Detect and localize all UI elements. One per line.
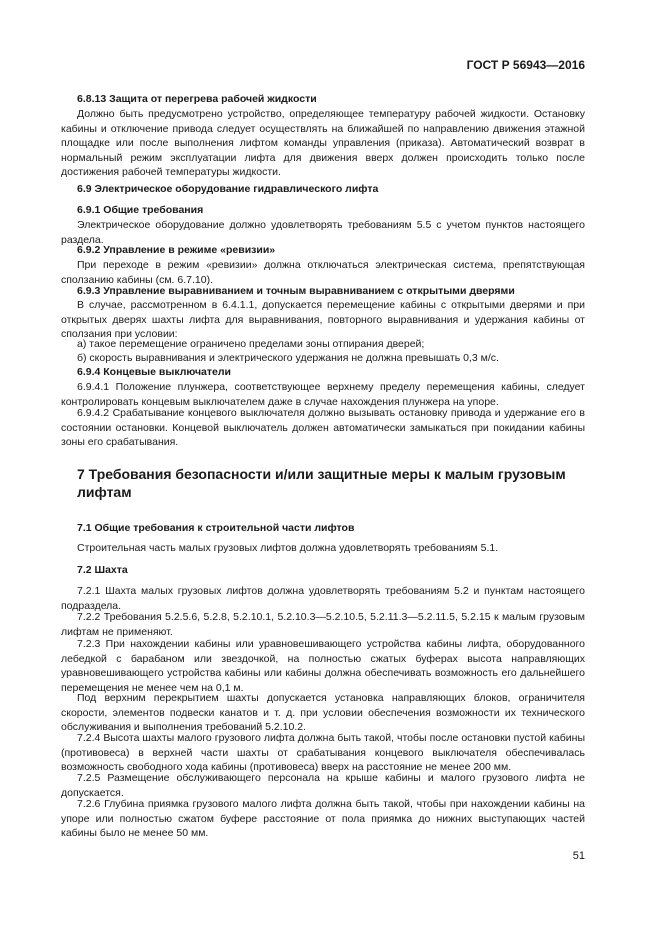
paragraph: Должно быть предусмотрено устройство, определяющее температуру рабочей жидкости. Остановку кабины и отключение привода следует осуществлять на ближайшей по направлению движения этажной площадке или после выполнения лифтом команды управления (приказа). Автоматический возврат в нормальный режим эксплуатации лифта для движения вверх должен происходить только после достижения рабочей температуры жидкости. [61,108,585,179]
paragraph: 7.2.1 Шахта малых грузовых лифтов должна удовлетворять требованиям 5.2 и пунктам настоящего подраздела. [61,585,585,612]
subsection-heading: 6.9.2 Управление в режиме «ревизии» [77,244,276,256]
paragraph: 7.2.4 Высота шахты малого грузового лифта должна быть такой, чтобы после остановки пустой кабины (противовеса) в верхней части шахты от срабатывания концевого выключателя обеспечивалась возможность свободного хода кабины (противовеса) вверх на расстояние не менее 200 мм. [61,732,585,774]
paragraph: В случае, рассмотренном в 6.4.1.1, допускается перемещение кабины с открытыми дверями и при открытых дверях шахты лифта для выравнивания, повторного выравнивания и удержания кабины от сползания при условии: [61,299,585,341]
paragraph: 7.2.3 При нахождении кабины или уравновешивающего устройства кабины лифта, оборудованного лебедкой с барабаном или звездочкой, на полностью сжатых буферах высота направляющих уравновешивающего устройства кабины или кабины должна обеспечивать возможность его дальнейшего перемещения не менее чем на 0,1 м. [61,638,585,694]
subsection-heading: 7.2 Шахта [77,564,128,576]
paragraph: Строительная часть малых грузовых лифтов должна удовлетворять требованиям 5.1. [77,542,499,554]
section-heading: 7 Требования безопасности и/или защитные меры к малым грузовым лифтам [77,466,566,500]
subsection-heading: 7.1 Общие требования к строительной части лифтов [77,522,355,534]
paragraph: 7.2.6 Глубина приямка грузового малого лифта должна быть такой, чтобы при нахождении кабины на упоре или полностью сжатом буфере расстояние от пола приямка до нижних выступающих частей кабины было не менее 50 мм. [61,798,585,840]
paragraph: 6.9.4.1 Положение плунжера, соответствующее верхнему пределу перемещения кабины, следует контролировать концевым выключателем даже в случае нахождения плунжера на упоре. [61,381,585,408]
paragraph: б) скорость выравнивания и электрического удержания не должна превышать 0,3 м/с. [77,352,499,364]
subsection-heading: 6.9 Электрическое оборудование гидравлического лифта [77,183,379,195]
paragraph: Под верхним перекрытием шахты допускается установка направляющих блоков, ограничителя скорости, элементов подвески канатов и т. д. при условии обеспечения возможности их технического обслуживания и выполнения требований 5.2.10.2. [61,692,585,734]
paragraph: 7.2.2 Требования 5.2.5.6, 5.2.8, 5.2.10.1, 5.2.10.3—5.2.10.5, 5.2.11.3—5.2.11.5, 5.2.15 к малым грузовым лифтам не применяют. [61,611,585,638]
subsection-heading: 6.9.3 Управление выравниванием и точным выравниванием с открытыми дверями [77,285,515,297]
page-number: 51 [572,850,585,862]
paragraph: Электрическое оборудование должно удовлетворять требованиям 5.5 с учетом пунктов настоящего раздела. [61,219,585,246]
document-header: ГОСТ Р 56943—2016 [466,58,585,72]
paragraph: При переходе в режим «ревизии» должна отключаться электрическая система, препятствующая сползанию кабины (см. 6.7.10). [61,259,585,286]
subsection-heading: 6.9.1 Общие требования [77,204,204,216]
subsection-heading: 6.9.4 Концевые выключатели [77,366,231,378]
subsection-heading: 6.8.13 Защита от перегрева рабочей жидкости [77,93,317,105]
paragraph: 6.9.4.2 Срабатывание концевого выключателя должно вызывать остановку привода и удержание его в состоянии остановки. Концевой выключатель должен автоматически замыкаться при покидании кабины зоны его срабатывания. [61,407,585,449]
paragraph: а) такое перемещение ограничено пределами зоны отпирания дверей; [77,338,425,350]
paragraph: 7.2.5 Размещение обслуживающего персонала на крыше кабины и малого грузового лифта не допускается. [61,772,585,799]
